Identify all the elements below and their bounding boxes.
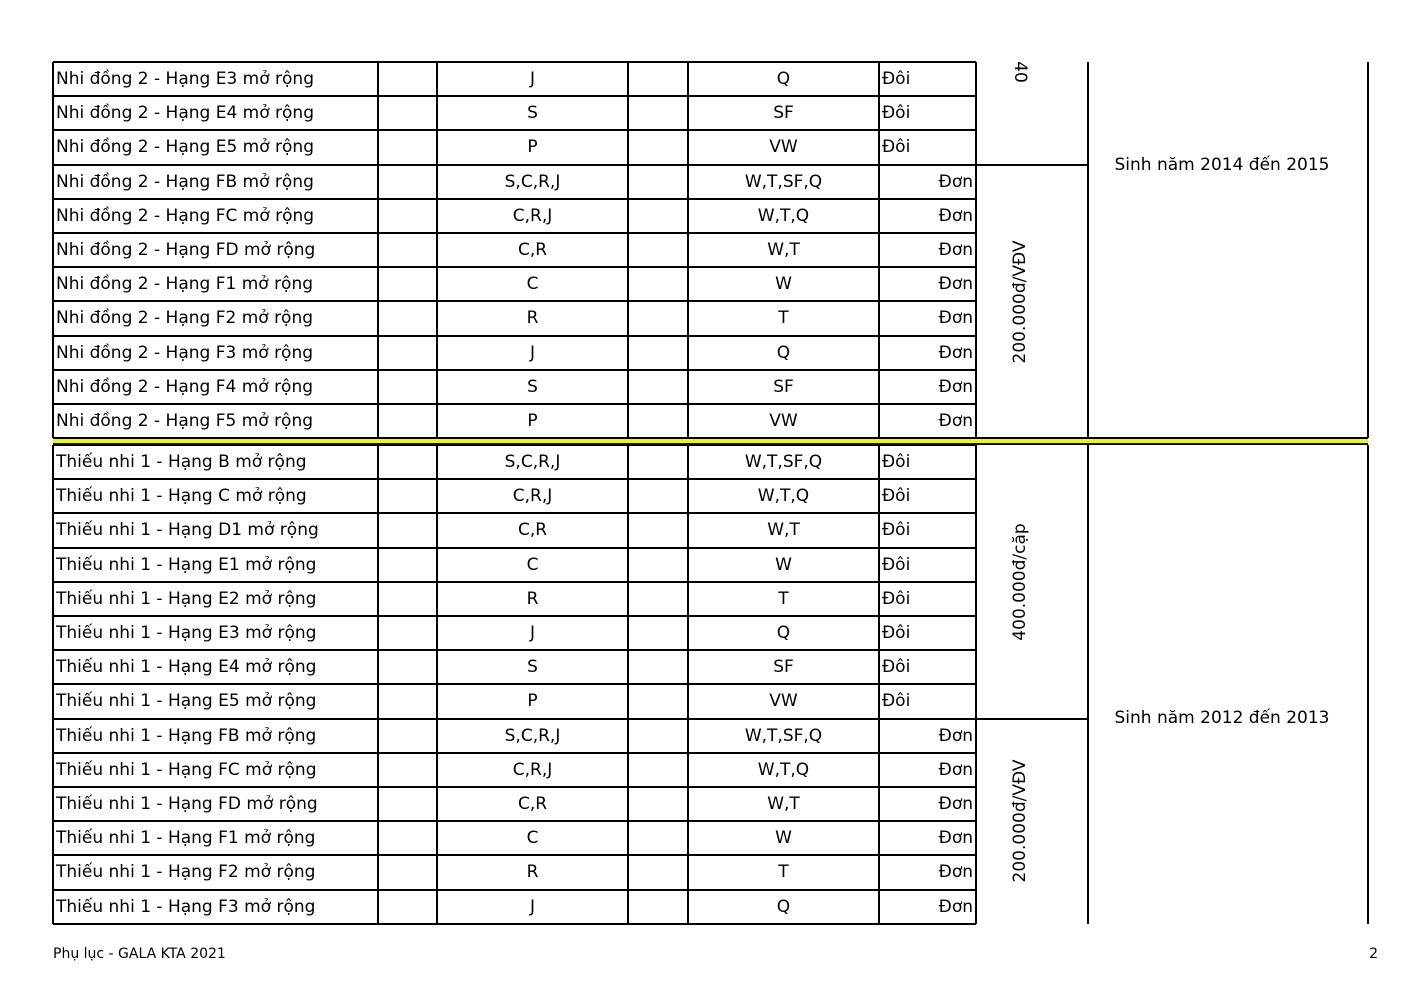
empty-cell: [378, 582, 437, 616]
empty-cell: [378, 165, 437, 199]
entry-type-cell: Đôi: [882, 486, 911, 506]
empty-cell: [628, 370, 688, 404]
dance-code-cell: R: [526, 862, 539, 882]
dance-code-cell: C,R,J: [512, 486, 553, 506]
empty-cell: [628, 233, 688, 267]
entry-type-cell: Đơn: [938, 897, 973, 917]
empty-cell: [628, 753, 688, 787]
entry-type-cell: Đôi: [882, 137, 911, 157]
fee-group-divider: [976, 164, 1088, 166]
dance-code-cell: T: [778, 308, 789, 328]
dance-code-cell: W: [775, 828, 792, 848]
age-range-label: Sinh năm 2012 đến 2013: [1114, 708, 1330, 728]
event-name: Nhi đồng 2 - Hạng F1 mở rộng: [56, 274, 314, 294]
entry-type-cell: Đôi: [882, 657, 911, 677]
column-divider: [1367, 62, 1369, 438]
dance-code-cell: Q: [776, 623, 791, 643]
empty-cell: [378, 404, 437, 438]
entry-type-cell: Đôi: [882, 69, 911, 89]
entry-type-cell: Đơn: [938, 828, 973, 848]
dance-code-cell: C: [526, 555, 539, 575]
empty-cell: [378, 301, 437, 335]
entry-type-cell: Đơn: [938, 862, 973, 882]
dance-code-cell: Q: [776, 343, 791, 363]
event-name: Nhi đồng 2 - Hạng FD mở rộng: [56, 240, 316, 260]
empty-cell: [628, 336, 688, 370]
entry-type-cell: Đơn: [938, 377, 973, 397]
dance-code-cell: SF: [773, 103, 794, 123]
empty-cell: [628, 650, 688, 684]
event-name: Thiếu nhi 1 - Hạng C mở rộng: [56, 486, 307, 506]
event-name: Nhi đồng 2 - Hạng E3 mở rộng: [56, 69, 314, 89]
event-name: Thiếu nhi 1 - Hạng FB mở rộng: [56, 726, 317, 746]
section-separator-bottom: [53, 443, 1368, 445]
event-name: Nhi đồng 2 - Hạng F2 mở rộng: [56, 308, 314, 328]
event-name: Thiếu nhi 1 - Hạng F1 mở rộng: [56, 828, 316, 848]
entry-type-cell: Đôi: [882, 589, 911, 609]
column-divider: [1367, 445, 1369, 924]
age-range-label: Sinh năm 2014 đến 2015: [1114, 155, 1330, 175]
dance-code-cell: S,C,R,J: [504, 172, 561, 192]
dance-code-cell: Q: [776, 897, 791, 917]
event-name: Thiếu nhi 1 - Hạng FD mở rộng: [56, 794, 318, 814]
dance-code-cell: R: [526, 308, 539, 328]
empty-cell: [628, 445, 688, 479]
empty-cell: [378, 548, 437, 582]
empty-cell: [628, 684, 688, 718]
event-name: Thiếu nhi 1 - Hạng F2 mở rộng: [56, 862, 316, 882]
empty-cell: [378, 96, 437, 130]
empty-cell: [378, 855, 437, 889]
empty-cell: [378, 890, 437, 924]
event-name: Nhi đồng 2 - Hạng FB mở rộng: [56, 172, 314, 192]
empty-cell: [378, 199, 437, 233]
entry-type-cell: Đơn: [938, 206, 973, 226]
page-number: 2: [1369, 946, 1378, 962]
entry-type-cell: Đơn: [938, 760, 973, 780]
empty-cell: [628, 130, 688, 164]
empty-cell: [378, 479, 437, 513]
empty-cell: [628, 890, 688, 924]
dance-code-cell: W,T,SF,Q: [744, 172, 823, 192]
dance-code-cell: SF: [773, 377, 794, 397]
empty-cell: [628, 199, 688, 233]
event-name: Thiếu nhi 1 - Hạng D1 mở rộng: [56, 520, 319, 540]
empty-cell: [378, 719, 437, 753]
empty-cell: [378, 370, 437, 404]
dance-code-cell: C,R,J: [512, 206, 553, 226]
empty-cell: [378, 336, 437, 370]
dance-code-cell: S,C,R,J: [504, 452, 561, 472]
empty-cell: [628, 96, 688, 130]
empty-cell: [378, 821, 437, 855]
footer-title: Phụ lục - GALA KTA 2021: [53, 946, 226, 962]
event-name: Thiếu nhi 1 - Hạng E3 mở rộng: [56, 623, 317, 643]
empty-cell: [628, 165, 688, 199]
entry-type-cell: Đơn: [938, 343, 973, 363]
empty-cell: [628, 855, 688, 889]
dance-code-cell: W,T,SF,Q: [744, 452, 823, 472]
empty-cell: [378, 787, 437, 821]
empty-cell: [378, 513, 437, 547]
event-name: Thiếu nhi 1 - Hạng E5 mở rộng: [56, 691, 317, 711]
event-name: Nhi đồng 2 - Hạng F3 mở rộng: [56, 343, 314, 363]
fee-label: 200.000đ/VĐV: [1010, 240, 1030, 364]
entry-type-cell: Đơn: [938, 726, 973, 746]
entry-type-cell: Đôi: [882, 623, 911, 643]
event-name: Thiếu nhi 1 - Hạng E2 mở rộng: [56, 589, 317, 609]
entry-type-cell: Đơn: [938, 240, 973, 260]
entry-type-cell: Đơn: [938, 172, 973, 192]
dance-code-cell: W: [775, 274, 792, 294]
dance-code-cell: S,C,R,J: [504, 726, 561, 746]
fee-group-divider: [976, 718, 1088, 720]
dance-code-cell: VW: [769, 137, 798, 157]
dance-code-cell: J: [529, 69, 535, 89]
empty-cell: [628, 719, 688, 753]
dance-code-cell: W,T,Q: [757, 760, 810, 780]
dance-code-cell: T: [778, 862, 789, 882]
fee-label: 200.000đ/VĐV: [1010, 759, 1030, 883]
event-name: Nhi đồng 2 - Hạng FC mở rộng: [56, 206, 315, 226]
entry-type-cell: Đơn: [938, 411, 973, 431]
dance-code-cell: VW: [769, 411, 798, 431]
entry-type-cell: Đơn: [938, 308, 973, 328]
dance-code-cell: VW: [769, 691, 798, 711]
event-name: Thiếu nhi 1 - Hạng E4 mở rộng: [56, 657, 317, 677]
empty-cell: [628, 301, 688, 335]
column-divider: [1087, 445, 1089, 924]
dance-code-cell: C: [526, 274, 539, 294]
empty-cell: [378, 650, 437, 684]
empty-cell: [378, 130, 437, 164]
empty-cell: [378, 616, 437, 650]
dance-code-cell: Q: [776, 69, 791, 89]
entry-type-cell: Đơn: [938, 794, 973, 814]
entry-type-cell: Đơn: [938, 274, 973, 294]
dance-code-cell: P: [527, 137, 538, 157]
empty-cell: [378, 684, 437, 718]
empty-cell: [628, 62, 688, 96]
empty-cell: [378, 233, 437, 267]
event-name: Thiếu nhi 1 - Hạng E1 mở rộng: [56, 555, 317, 575]
dance-code-cell: P: [527, 691, 538, 711]
dance-code-cell: S: [527, 103, 538, 123]
entry-type-cell: Đôi: [882, 691, 911, 711]
entry-type-cell: Đôi: [882, 103, 911, 123]
dance-code-cell: SF: [773, 657, 794, 677]
dance-code-cell: S: [527, 657, 538, 677]
empty-cell: [628, 267, 688, 301]
dance-code-cell: J: [529, 343, 535, 363]
empty-cell: [628, 616, 688, 650]
empty-cell: [628, 582, 688, 616]
empty-cell: [378, 753, 437, 787]
empty-cell: [628, 479, 688, 513]
dance-code-cell: R: [526, 589, 539, 609]
dance-code-cell: J: [529, 897, 535, 917]
empty-cell: [628, 404, 688, 438]
event-name: Nhi đồng 2 - Hạng F4 mở rộng: [56, 377, 314, 397]
dance-code-cell: C,R,J: [512, 760, 553, 780]
empty-cell: [628, 821, 688, 855]
event-name: Nhi đồng 2 - Hạng F5 mở rộng: [56, 411, 314, 431]
event-name: Nhi đồng 2 - Hạng E4 mở rộng: [56, 103, 314, 123]
entry-type-cell: Đôi: [882, 520, 911, 540]
dance-code-cell: W,T,Q: [757, 206, 810, 226]
dance-code-cell: J: [529, 623, 535, 643]
entry-type-cell: Đôi: [882, 452, 911, 472]
empty-cell: [628, 513, 688, 547]
dance-code-cell: W,T,SF,Q: [744, 726, 823, 746]
empty-cell: [378, 62, 437, 96]
dance-code-cell: P: [527, 411, 538, 431]
empty-cell: [628, 548, 688, 582]
empty-cell: [378, 445, 437, 479]
event-name: Thiếu nhi 1 - Hạng FC mở rộng: [56, 760, 317, 780]
dance-code-cell: W,T: [767, 794, 800, 814]
empty-cell: [628, 787, 688, 821]
dance-code-cell: C: [526, 828, 539, 848]
empty-cell: [378, 267, 437, 301]
dance-code-cell: W,T,Q: [757, 486, 810, 506]
fee-label: 400.000đ/cặp: [1010, 523, 1030, 641]
dance-code-cell: W,T: [767, 520, 800, 540]
dance-code-cell: W: [775, 555, 792, 575]
fee-label: 40: [1010, 61, 1030, 83]
event-name: Nhi đồng 2 - Hạng E5 mở rộng: [56, 137, 314, 157]
dance-code-cell: C,R: [517, 240, 548, 260]
column-divider: [1087, 62, 1089, 438]
entry-type-cell: Đôi: [882, 555, 911, 575]
event-name: Thiếu nhi 1 - Hạng F3 mở rộng: [56, 897, 316, 917]
dance-code-cell: T: [778, 589, 789, 609]
dance-code-cell: W,T: [767, 240, 800, 260]
dance-code-cell: C,R: [517, 520, 548, 540]
dance-code-cell: C,R: [517, 794, 548, 814]
dance-code-cell: S: [527, 377, 538, 397]
event-name: Thiếu nhi 1 - Hạng B mở rộng: [56, 452, 307, 472]
